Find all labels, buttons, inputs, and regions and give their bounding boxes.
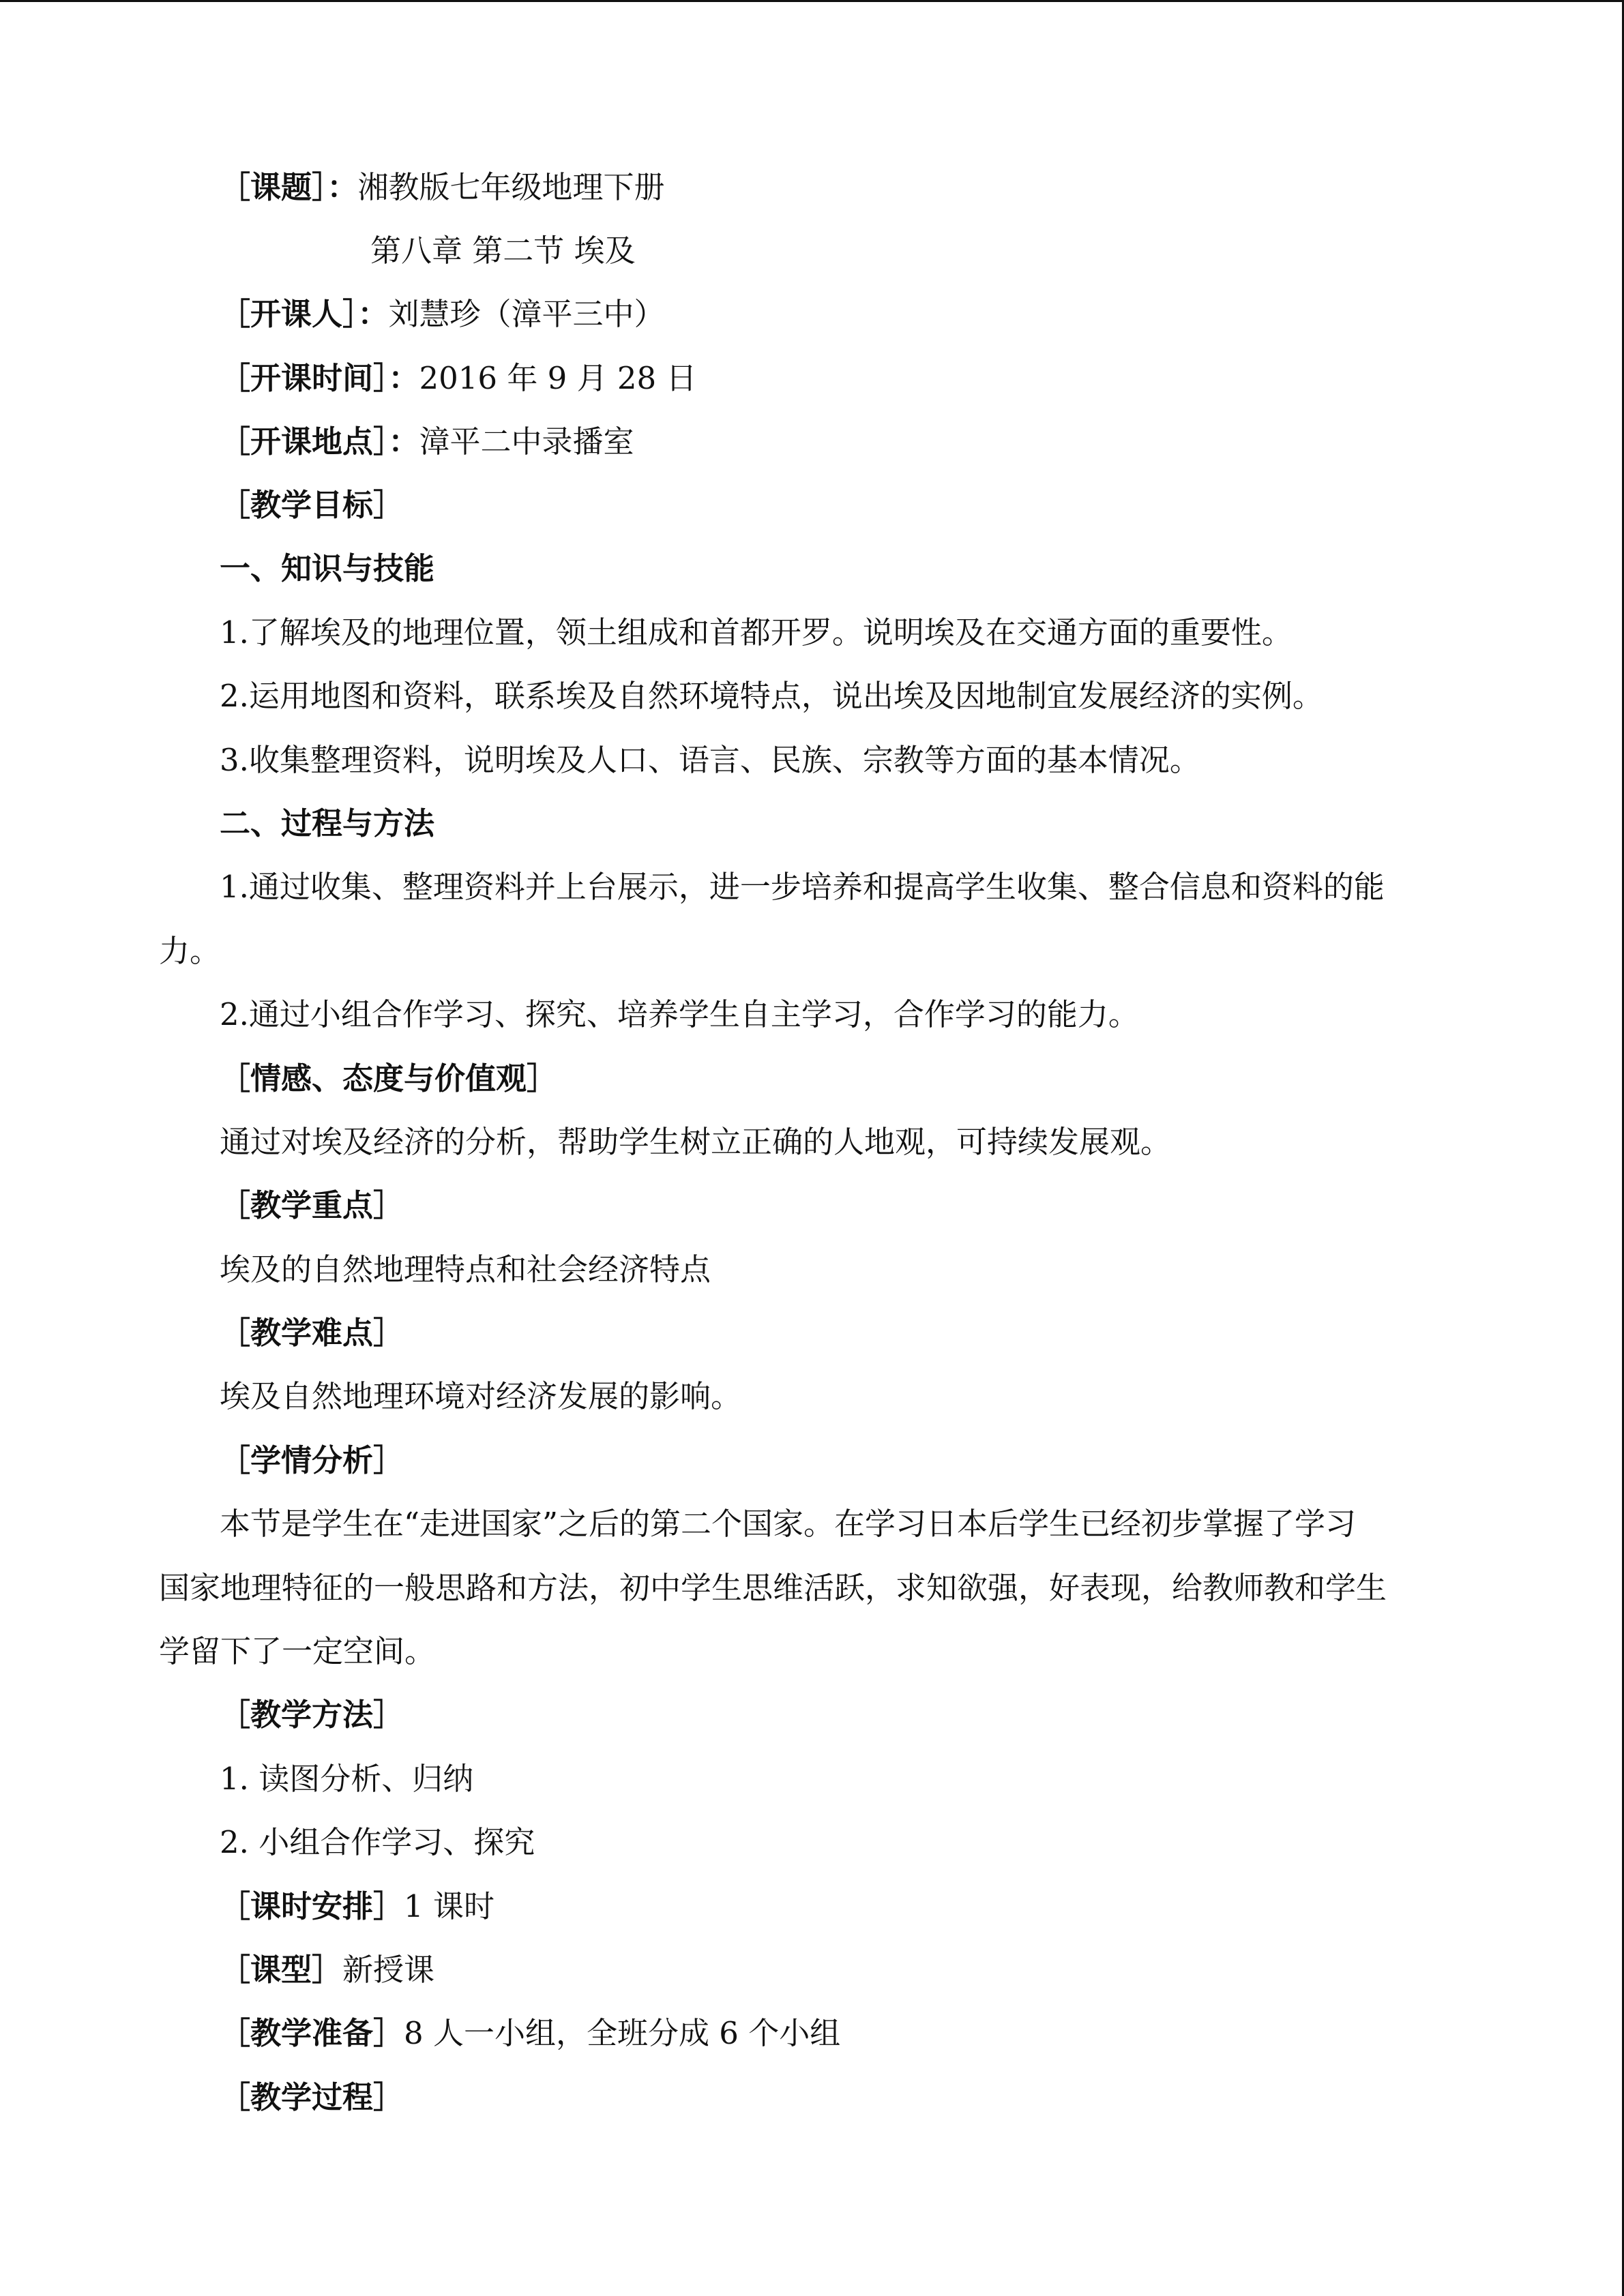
s1-item-2: 2.运用地图和资料，联系埃及自然环境特点，说出埃及因地制宜发展经济的实例。 <box>220 678 1323 714</box>
goals-heading: ［教学目标］ <box>220 487 404 523</box>
section1-heading: 一、知识与技能 <box>220 550 435 586</box>
place-line <box>220 421 634 462</box>
emotion-text: 通过对埃及经济的分析，帮助学生树立正确的人地观，可持续发展观。 <box>220 1124 1172 1160</box>
preparation-label: ［教学准备］ <box>220 2015 404 2051</box>
method-item-2: 2. 小组合作学习、探究 <box>220 1824 535 1860</box>
process-heading: ［教学过程］ <box>220 2079 404 2115</box>
method-item-1: 1. 读图分析、归纳 <box>220 1761 474 1797</box>
topic-value: 湘教版七年级地理下册 <box>357 169 665 205</box>
analysis-line-1: 本节是学生在“走进国家”之后的第二个国家。在学习日本后学生已经初步掌握了学习 <box>220 1506 1357 1542</box>
difficult-points-text: 埃及自然地理环境对经济发展的影响。 <box>220 1378 742 1414</box>
s2-item-1-line-1: 1.通过收集、整理资料并上台展示，进一步培养和提高学生收集、整合信息和资料的能 <box>220 869 1385 905</box>
analysis-line-2: 国家地理特征的一般思路和方法，初中学生思维活跃，求知欲强，好表现，给教师教和学生 <box>159 1570 1387 1606</box>
place-label: ［开课地点］ <box>220 423 389 460</box>
time-value: 2016 年 9 月 28 日 <box>419 360 697 396</box>
topic-line <box>220 167 665 208</box>
preparation-value: 8 人一小组，全班分成 6 个小组 <box>404 2015 841 2051</box>
s2-item-1-line-2: 力。 <box>159 933 221 969</box>
s1-item-3: 3.收集整理资料，说明埃及人口、语言、民族、宗教等方面的基本情况。 <box>220 742 1200 778</box>
time-separator: ： <box>388 360 419 396</box>
lesson-type-line <box>220 1950 434 1991</box>
hours-line <box>220 1886 494 1927</box>
lesson-type-value: 新授课 <box>342 1952 435 1988</box>
method-heading: ［教学方法］ <box>220 1697 404 1733</box>
place-value: 漳平二中录播室 <box>419 423 634 460</box>
analysis-line-3: 学留下了一定空间。 <box>159 1633 436 1669</box>
section2-heading: 二、过程与方法 <box>220 805 435 841</box>
time-line <box>220 358 696 399</box>
chapter-line: 第八章 第二节 埃及 <box>370 233 636 269</box>
key-points-heading: ［教学重点］ <box>220 1187 404 1223</box>
preparation-line <box>220 2013 840 2054</box>
s2-item-2: 2.通过小组合作学习、探究、培养学生自主学习，合作学习的能力。 <box>220 996 1139 1032</box>
hours-value: 1 课时 <box>404 1888 494 1924</box>
topic-label: ［课题］ <box>220 169 327 205</box>
teacher-line <box>220 294 665 335</box>
emotion-heading: ［情感、态度与价值观］ <box>220 1060 558 1097</box>
topic-separator: ： <box>327 169 358 205</box>
place-separator: ： <box>388 423 419 460</box>
teacher-value: 刘慧珍（漳平三中） <box>388 296 665 332</box>
key-points-text: 埃及的自然地理特点和社会经济特点 <box>220 1251 711 1287</box>
analysis-heading: ［学情分析］ <box>220 1442 404 1478</box>
time-label: ［开课时间］ <box>220 360 389 396</box>
lesson-type-label: ［课型］ <box>220 1952 343 1988</box>
page-border-top <box>0 0 1624 2</box>
s1-item-1: 1.了解埃及的地理位置，领土组成和首都开罗。说明埃及在交通方面的重要性。 <box>220 614 1293 651</box>
hours-label: ［课时安排］ <box>220 1888 404 1924</box>
teacher-separator: ： <box>357 296 389 332</box>
teacher-label: ［开课人］ <box>220 296 358 332</box>
difficult-points-heading: ［教学难点］ <box>220 1315 404 1351</box>
